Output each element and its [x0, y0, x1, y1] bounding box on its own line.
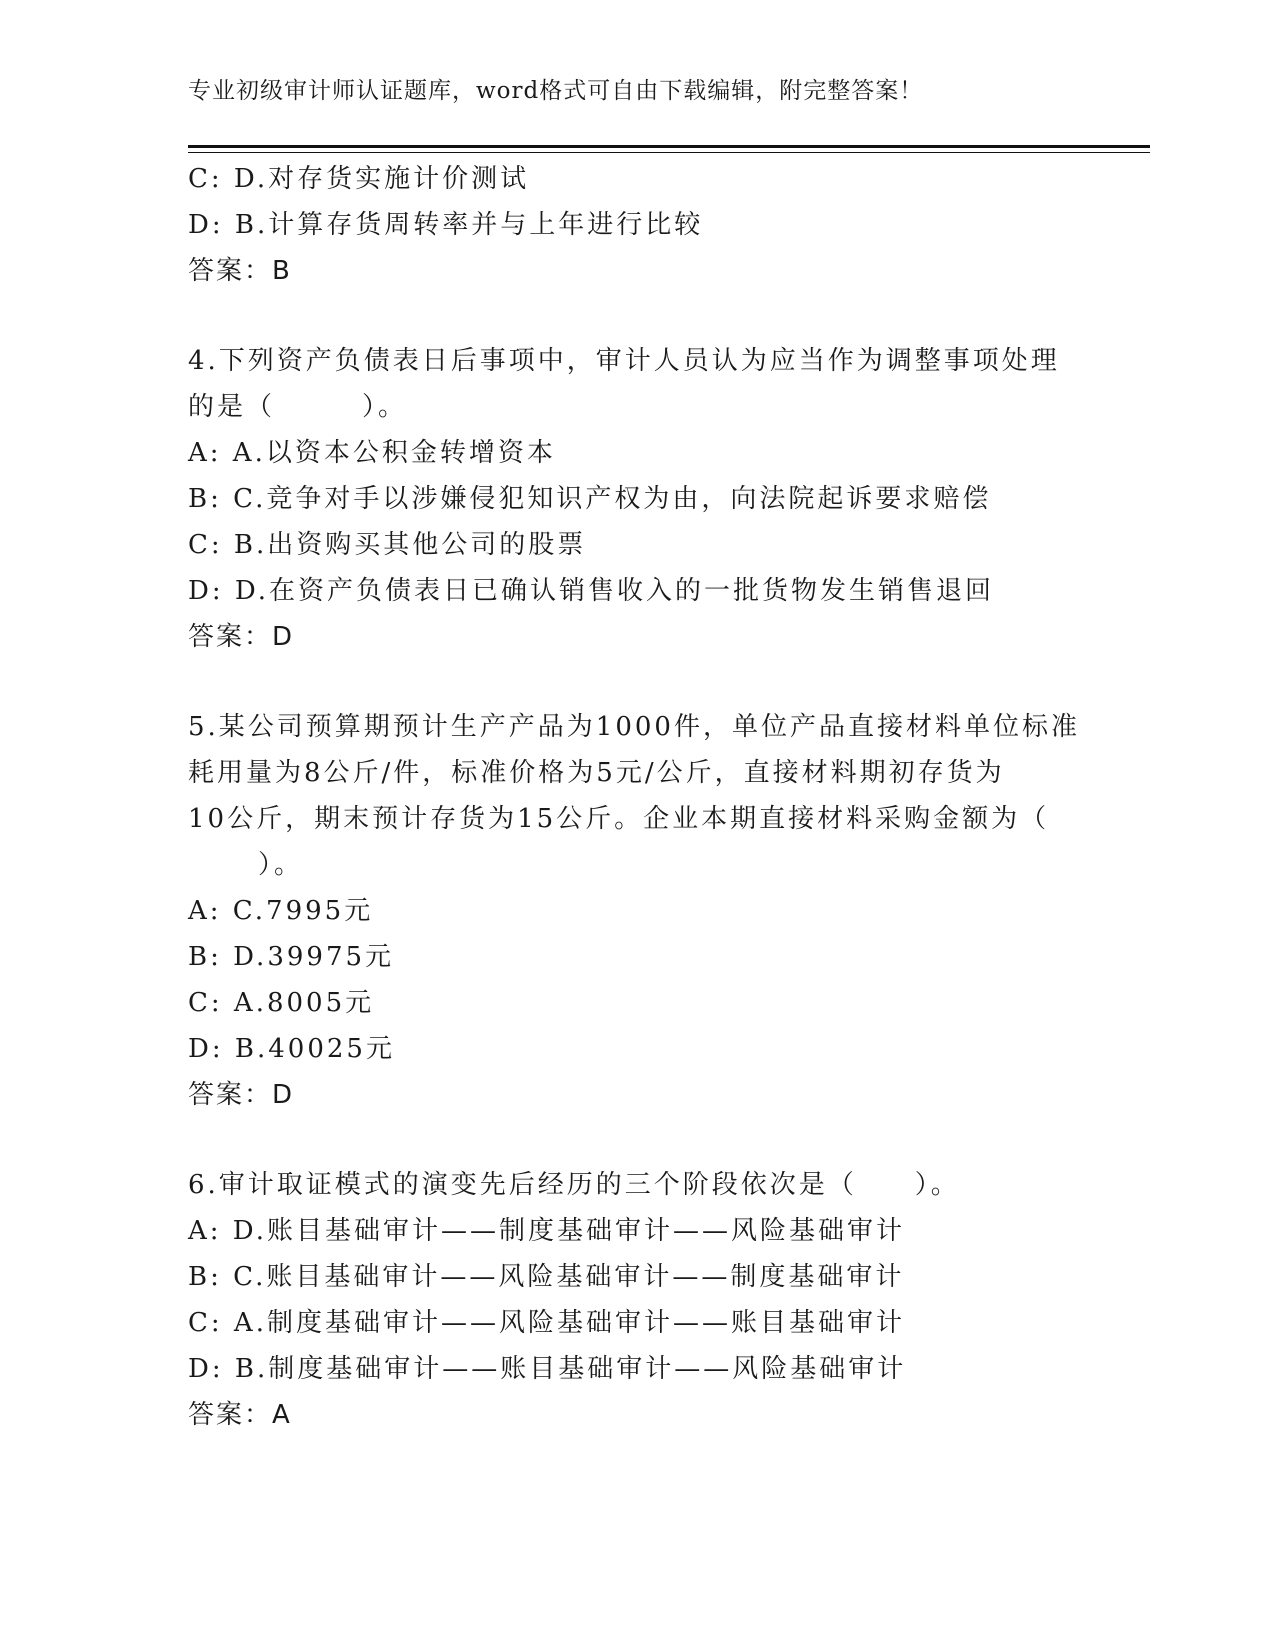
question-4	[188, 338, 1088, 660]
question-stem-line: 的是（ ）。	[188, 392, 408, 422]
option-line: C: B.出资购买其他公司的股票	[188, 530, 587, 560]
option-line: C: A.8005元	[188, 988, 375, 1018]
question-stem-line: 4.下列资产负债表日后事项中，审计人员认为应当作为调整事项处理	[188, 346, 1060, 376]
question-stem-line: ）。	[258, 850, 304, 880]
header-rule-thin	[188, 152, 1150, 153]
option-line: B: C.账目基础审计——风险基础审计——制度基础审计	[188, 1262, 905, 1292]
question-6	[188, 1162, 1088, 1438]
option-line: A: C.7995元	[188, 896, 374, 926]
option-line: D: B.40025元	[188, 1034, 395, 1064]
option-line: D: B.制度基础审计——账目基础审计——风险基础审计	[188, 1354, 907, 1384]
question-3-continuation	[188, 156, 1088, 294]
question-stem-line: 5.某公司预算期预计生产产品为1000件，单位产品直接材料单位标准	[188, 712, 1080, 742]
question-stem-line: 耗用量为8公斤/件，标准价格为5元/公斤，直接材料期初存货为	[188, 758, 1005, 788]
question-5	[188, 704, 1088, 1118]
option-line: A: D.账目基础审计——制度基础审计——风险基础审计	[188, 1216, 905, 1246]
answer-line: 答案：A	[188, 1400, 292, 1430]
page-header: 专业初级审计师认证题库，word格式可自由下载编辑，附完整答案！	[188, 78, 924, 104]
option-line: C: D.对存货实施计价测试	[188, 164, 530, 194]
header-rule-thick	[188, 145, 1150, 148]
option-line: B: D.39975元	[188, 942, 395, 972]
question-stem-line: 10公斤，期末预计存货为15公斤。企业本期直接材料采购金额为（	[188, 804, 1050, 834]
question-stem-line: 6.审计取证模式的演变先后经历的三个阶段依次是（ ）。	[188, 1170, 960, 1200]
answer-line: 答案：D	[188, 622, 295, 652]
option-line: D: B.计算存货周转率并与上年进行比较	[188, 210, 704, 240]
spacer	[188, 1118, 1088, 1162]
option-line: C: A.制度基础审计——风险基础审计——账目基础审计	[188, 1308, 905, 1338]
answer-line: 答案：D	[188, 1080, 295, 1110]
spacer	[188, 660, 1088, 704]
option-line: D: D.在资产负债表日已确认销售收入的一批货物发生销售退回	[188, 576, 995, 606]
answer-line: 答案：B	[188, 256, 292, 286]
spacer	[188, 294, 1088, 338]
option-line: A: A.以资本公积金转增资本	[188, 438, 556, 468]
option-line: B: C.竞争对手以涉嫌侵犯知识产权为由，向法院起诉要求赔偿	[188, 484, 992, 514]
question-content	[188, 156, 1088, 1438]
